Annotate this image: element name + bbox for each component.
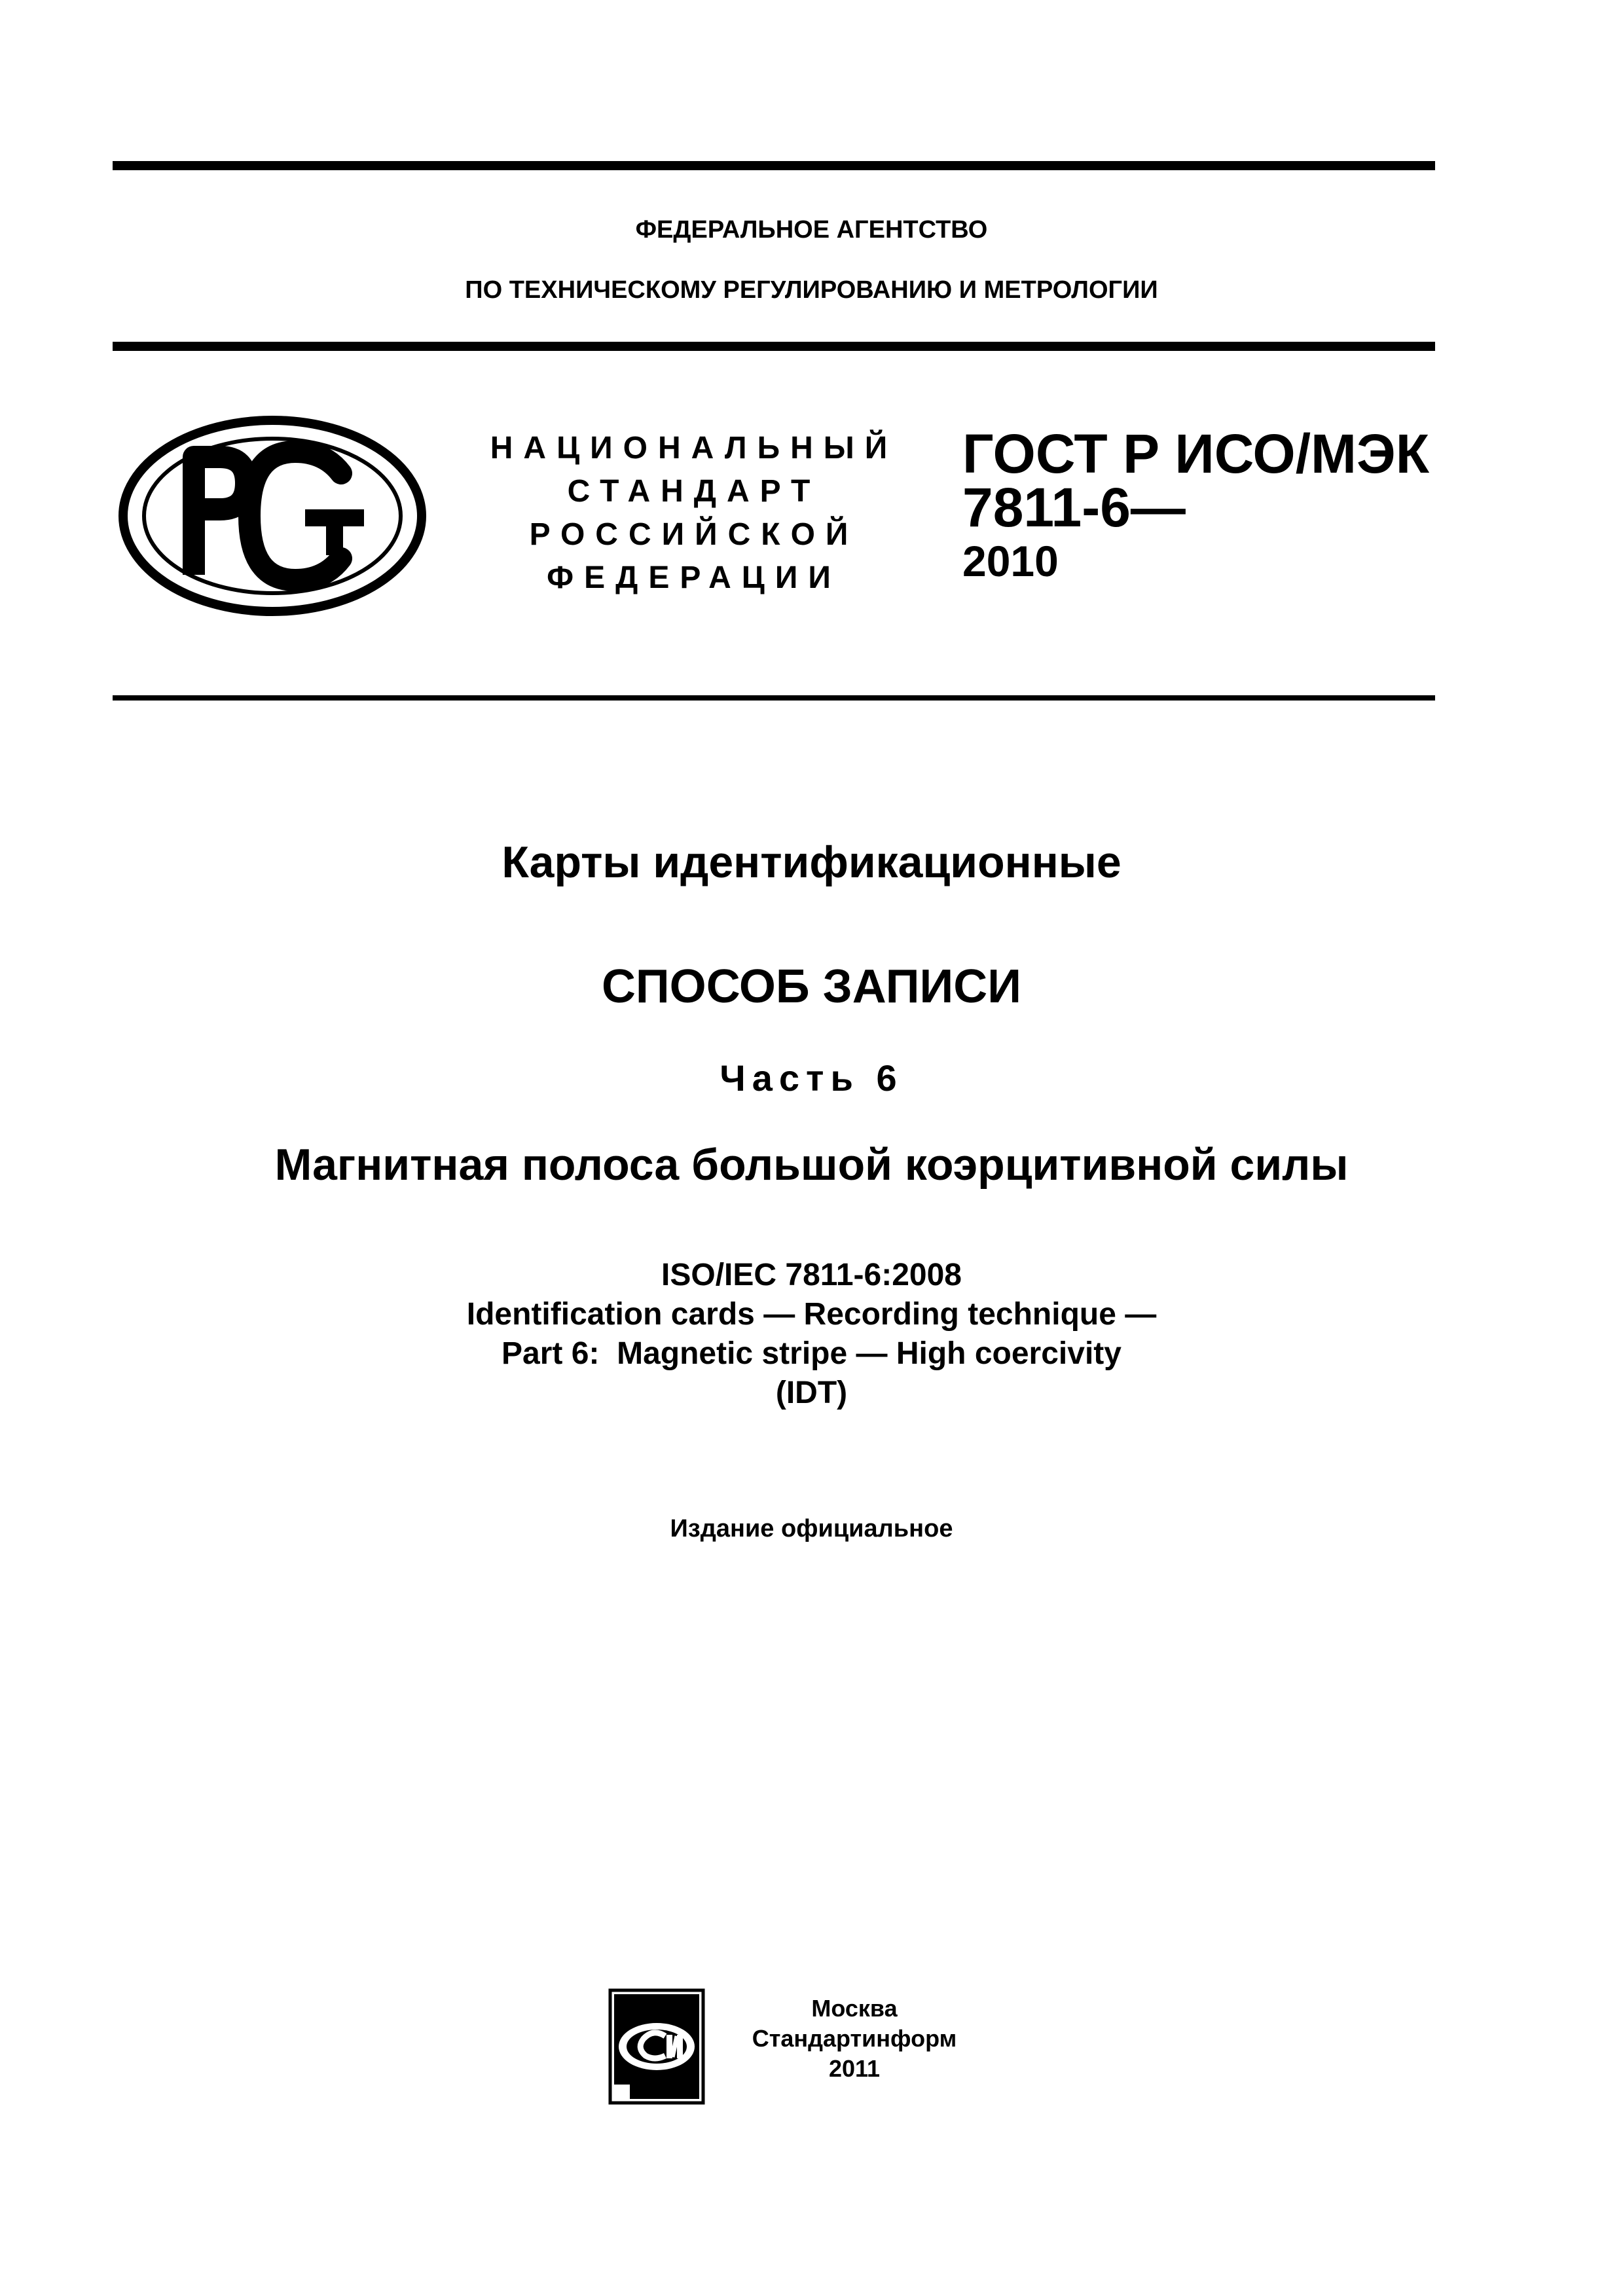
document-subtitle: СПОСОБ ЗАПИСИ [601, 960, 1022, 1013]
iso-line-1: ISO/IEC 7811-6:2008 [661, 1258, 962, 1292]
document-title: Карты идентификационные [501, 837, 1122, 887]
iso-line-4: (IDT) [775, 1376, 848, 1410]
designation-line-3: 2010 [962, 537, 1059, 585]
part-title: Магнитная полоса большой коэрцитивной силы [274, 1140, 1349, 1190]
agency-line-1: ФЕДЕРАЛЬНОЕ АГЕНТСТВО [635, 216, 988, 244]
designation-line-2: 7811-6— [962, 477, 1186, 538]
designation-bottom-rule [113, 695, 1435, 701]
national-standard-line-4: ФЕДЕРАЦИИ [547, 560, 841, 595]
agency-line-2: ПО ТЕХНИЧЕСКОМУ РЕГУЛИРОВАНИЮ И МЕТРОЛОГИИ [465, 276, 1158, 304]
iso-reference-block [0, 1256, 1623, 1413]
standard-designation [962, 423, 1430, 588]
publisher-name: Стандартинформ [752, 2025, 957, 2052]
edition-label: Издание официальное [670, 1515, 953, 1542]
national-standard-line-1: НАЦИОНАЛЬНЫЙ [490, 431, 898, 465]
publisher-block [746, 1994, 962, 2084]
top-rule [113, 161, 1435, 170]
publisher-city: Москва [811, 1995, 898, 2022]
part-number: Часть 6 [720, 1057, 903, 1099]
iso-line-3: Part 6: Magnetic stripe — High coercivity [501, 1336, 1122, 1371]
designation-line-1: ГОСТ Р ИСО/МЭК [962, 423, 1430, 484]
iso-line-2: Identification cards — Recording technique — [466, 1297, 1157, 1332]
national-standard-line-2: СТАНДАРТ [567, 474, 821, 509]
publisher-year: 2011 [828, 2055, 881, 2082]
header-bottom-rule [113, 342, 1435, 351]
national-standard-line-3: РОССИЙСКОЙ [529, 517, 859, 552]
rst-logo [115, 411, 429, 621]
standartinform-logo [608, 1988, 706, 2105]
national-standard-block [458, 427, 930, 600]
